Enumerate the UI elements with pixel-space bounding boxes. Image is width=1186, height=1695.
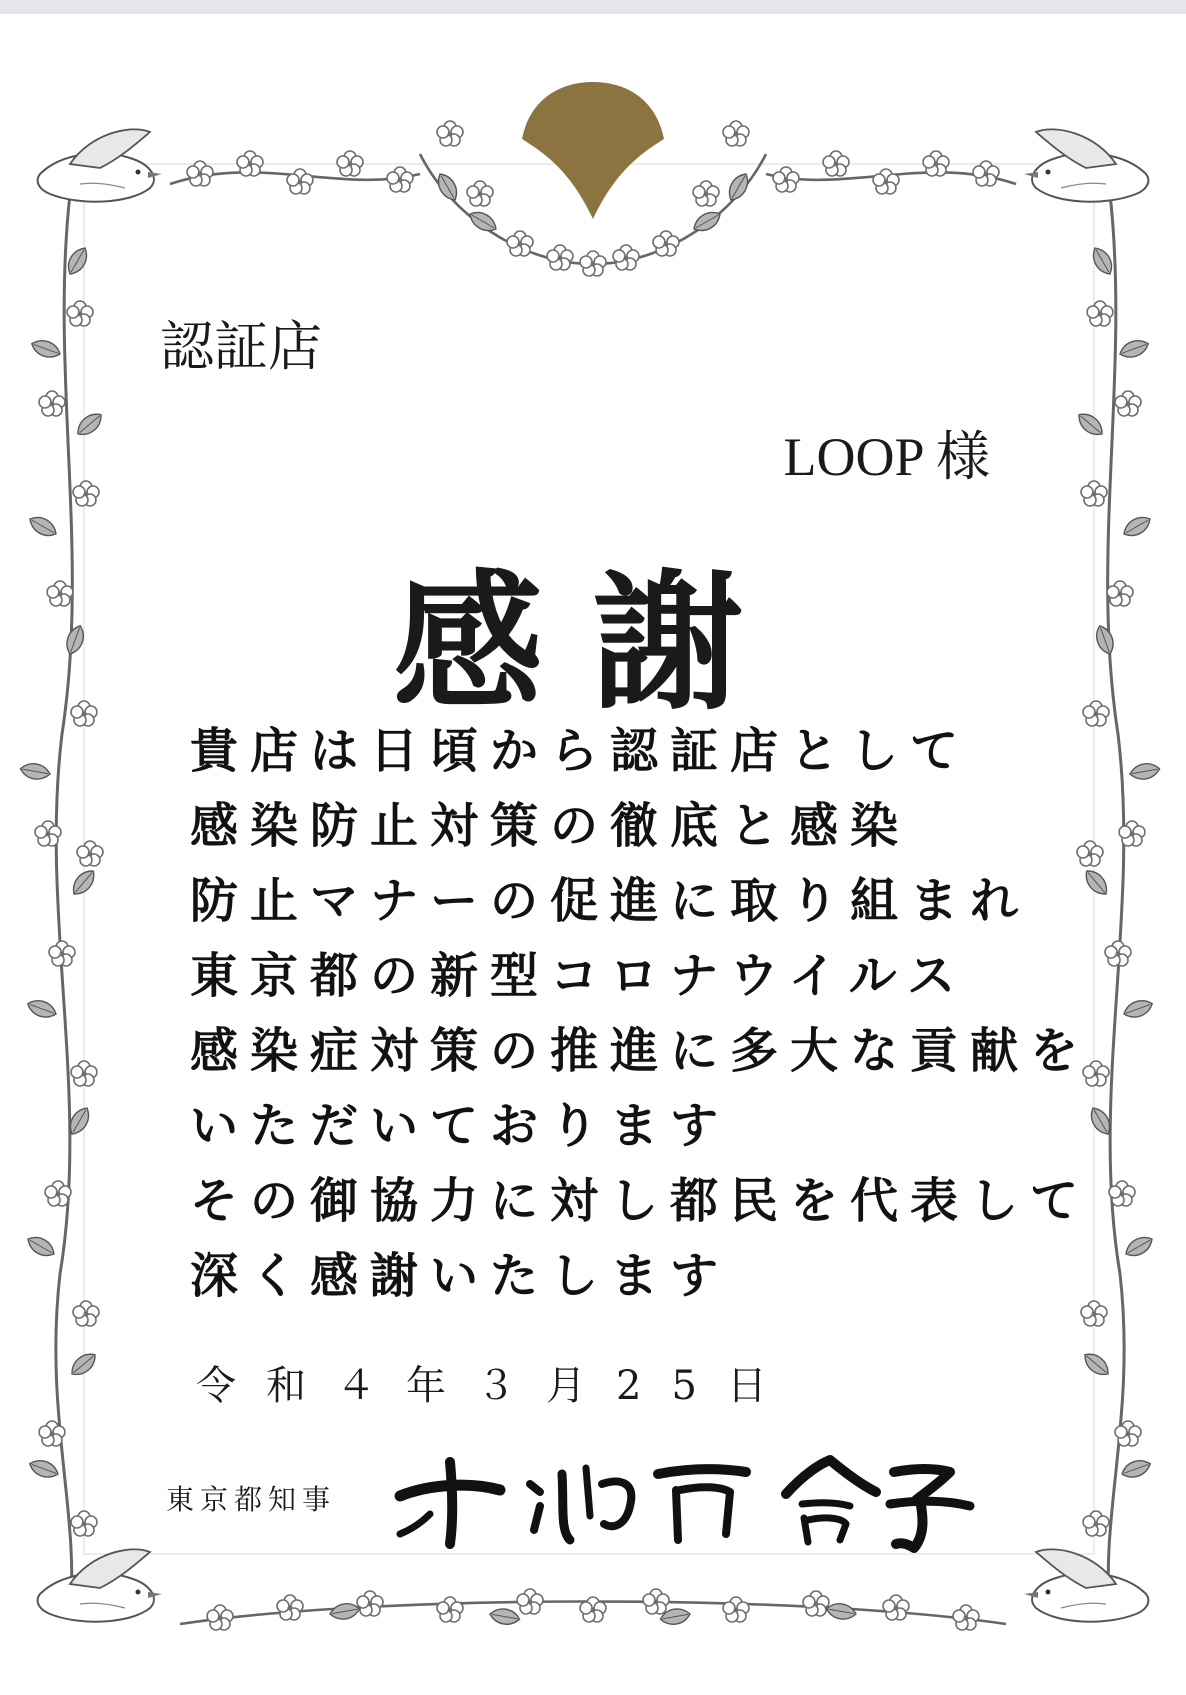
- body-line: 深く感謝いたします: [190, 1248, 731, 1304]
- addressee-name: LOOP 様: [783, 427, 990, 487]
- body-line: その御協力に対し都民を代表して: [190, 1173, 1091, 1229]
- signer-title: 東京都知事: [166, 1483, 337, 1516]
- handwritten-signature: [390, 1444, 990, 1558]
- bottom-garland: [180, 1589, 1006, 1630]
- certificate-title: 感謝: [392, 557, 793, 731]
- certificate-body: [190, 714, 1090, 1314]
- window-top-bar: [0, 0, 1186, 14]
- body-line: 東京都の新型コロナウイルス: [190, 948, 968, 1004]
- dove-icon: [1024, 129, 1148, 201]
- tokyo-ginkgo-emblem-icon: [522, 82, 664, 219]
- left-garland: [19, 194, 106, 1614]
- dove-icon: [1024, 1549, 1148, 1621]
- body-line: 感染防止対策の徹底と感染: [190, 798, 911, 854]
- body-line: 貴店は日頃から認証店として: [190, 723, 971, 779]
- issue-date: 令和４年３月25日: [196, 1363, 797, 1409]
- body-line: 感染症対策の推進に多大な貢献を: [190, 1023, 1091, 1079]
- dove-icon: [38, 1549, 162, 1621]
- dove-icon: [38, 129, 162, 201]
- certificate-sheet: [0, 14, 1186, 1695]
- body-line: 防止マナーの促進に取り組まれ: [190, 873, 1031, 929]
- body-line: いただいております: [190, 1098, 731, 1154]
- certified-store-label: 認証店: [160, 315, 322, 378]
